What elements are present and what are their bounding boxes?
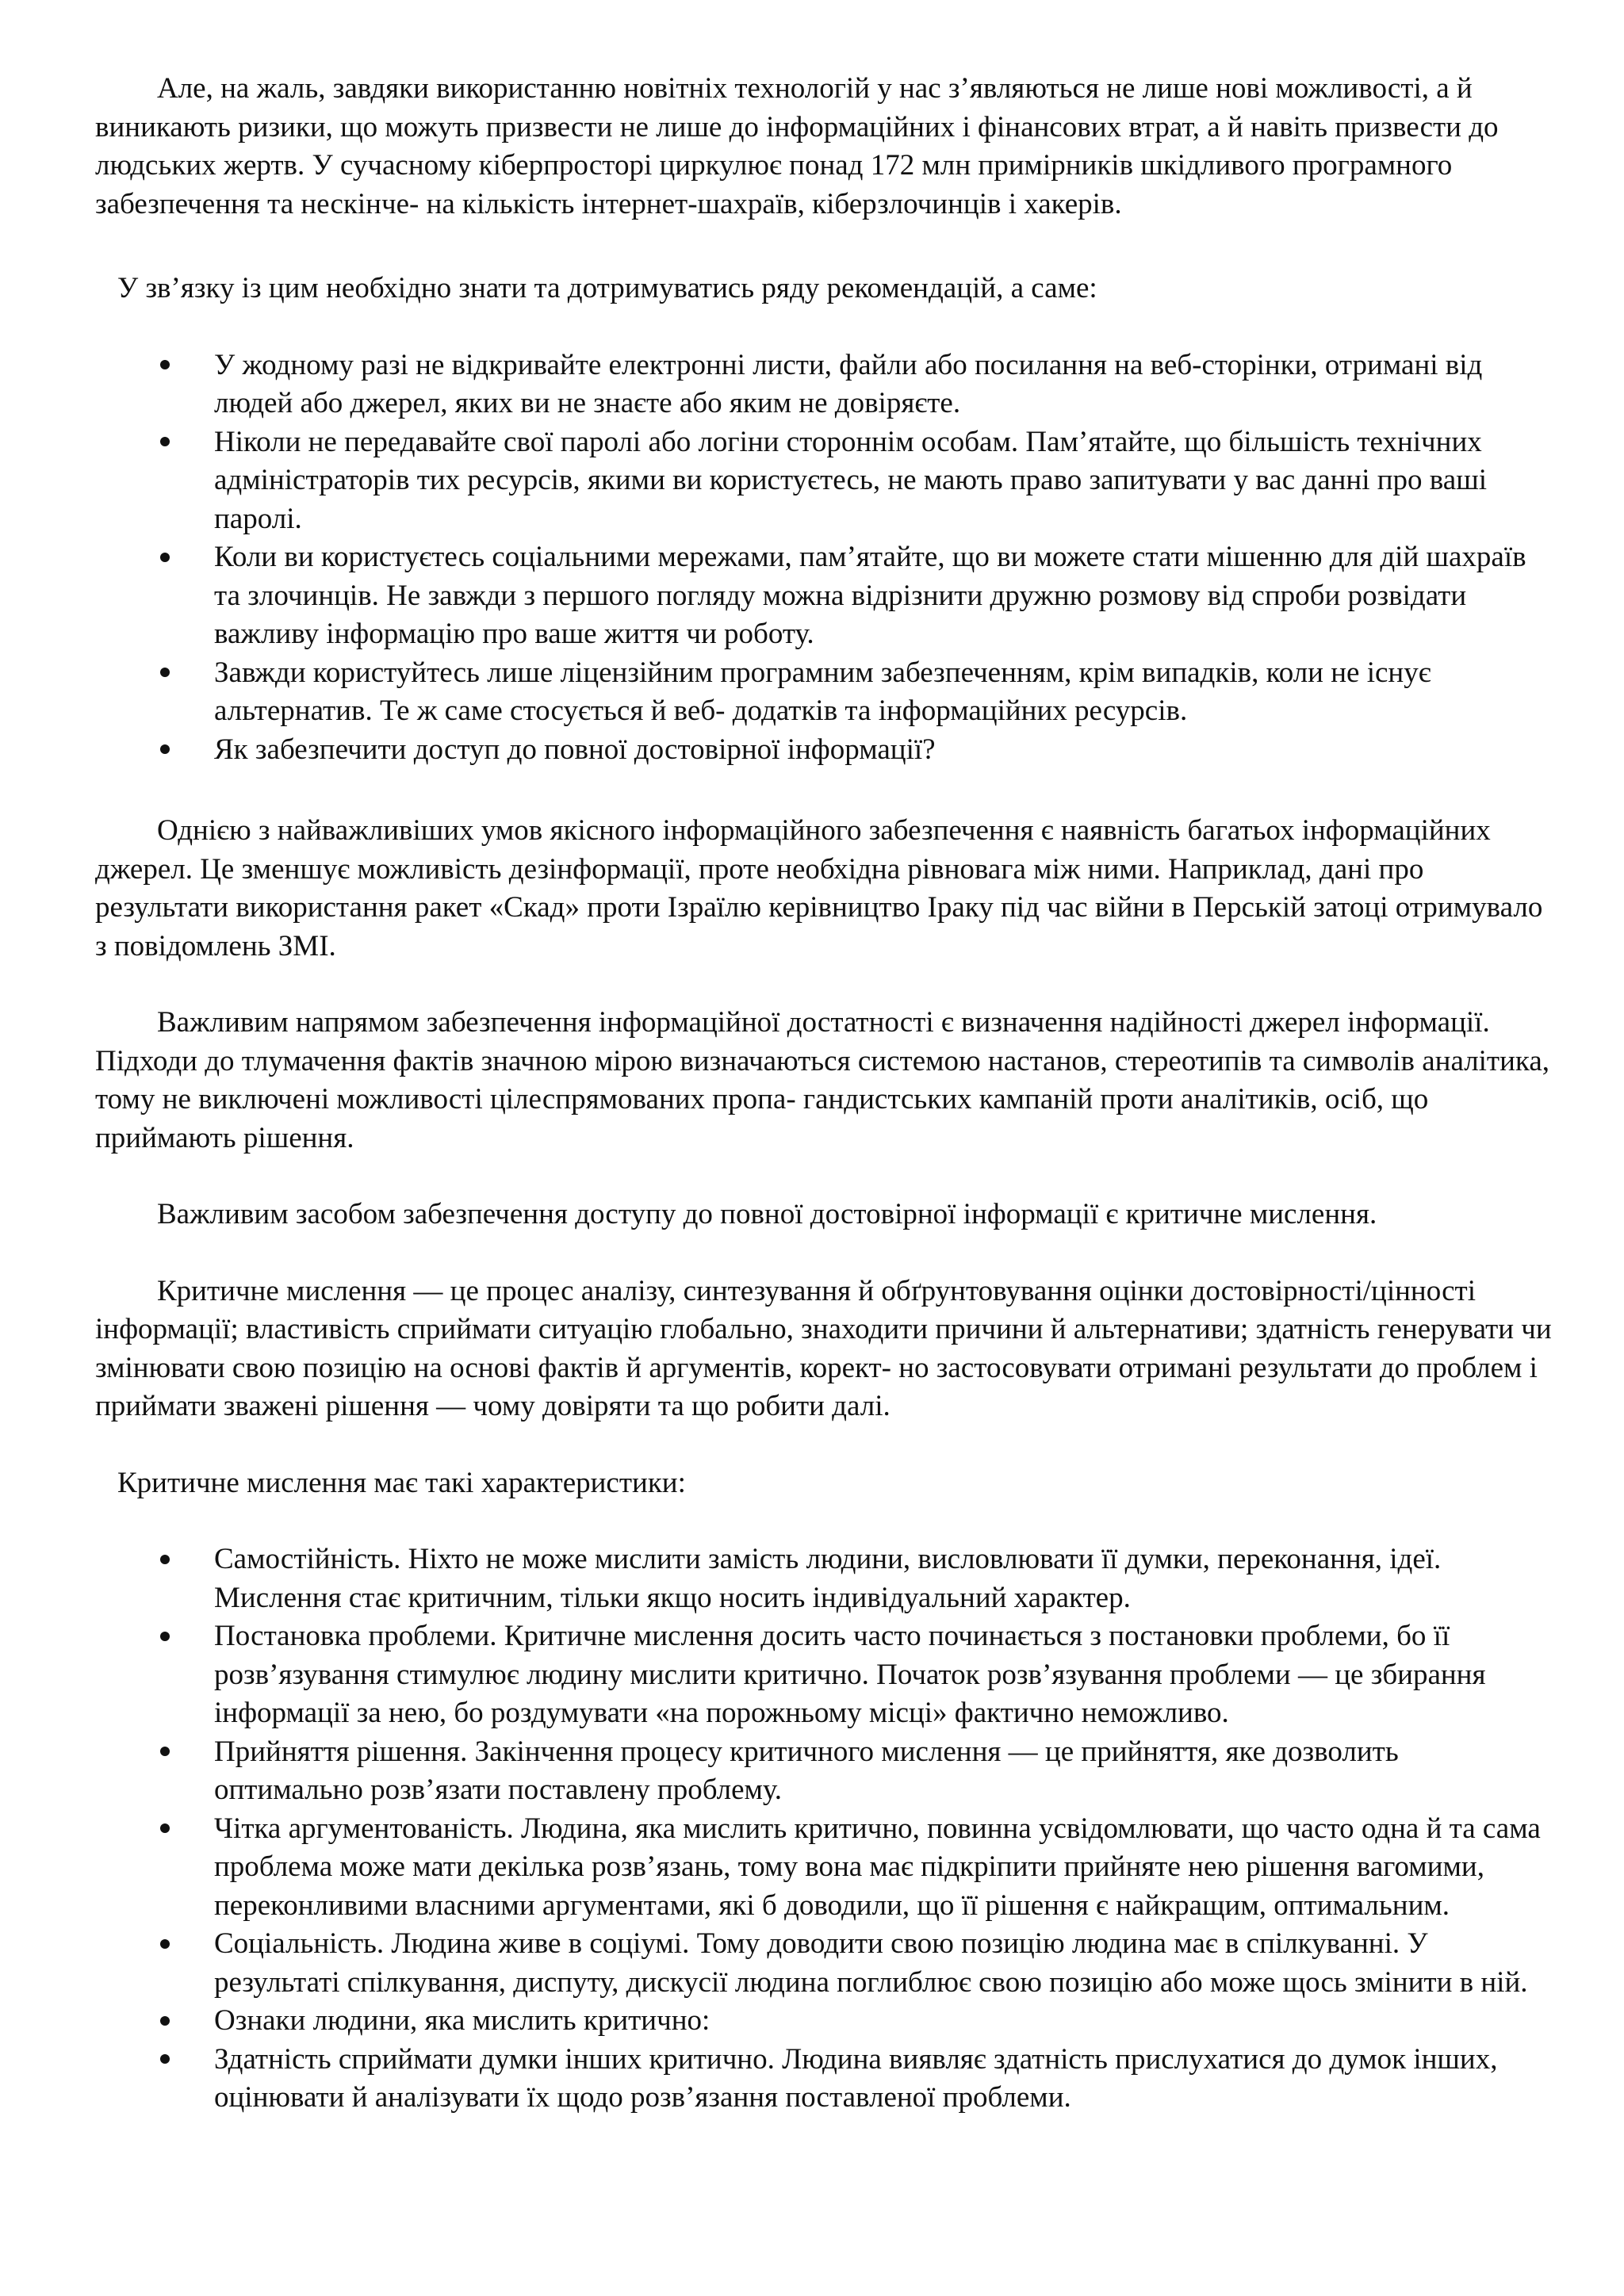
paragraph-recommendations-intro: У зв’язку із цим необхідно знати та дотримуватись ряду рекомендацій, а саме: bbox=[117, 272, 1097, 304]
list-item-text: Ніколи не передавайте свої паролі або логіни стороннім особам. Пам’ятайте, що більшість технічних адміністраторів тих ресурсів, якими ви користуєтесь, не мають право запитувати у вас данні про ваші паролі. bbox=[214, 425, 1487, 535]
list-item-text: Ознаки людини, яка мислить критично: bbox=[214, 2004, 710, 2037]
list-item bbox=[95, 538, 1554, 654]
list-item-text: Прийняття рішення. Закінчення процесу критичного мислення — це прийняття, яке дозволить оптимально розв’язати поставлену проблему. bbox=[214, 1735, 1399, 1806]
list-item bbox=[95, 654, 1554, 731]
paragraph-critical-thinking-means: Важливим засобом забезпечення доступу до повної достовірної інформації є критичне мислення. bbox=[157, 1198, 1377, 1230]
paragraph-information-sources: Однією з найважливіших умов якісного інформаційного забезпечення є наявність багатьох інформаційних джерел. Це зменшує можливість дезінформації, проте необхідна рівновага між ними. Наприклад, дані про результати використання ракет «Скад» проти Ізраїлю керівництво Іраку під час війни в Перській затоці отримувало з повідомлень ЗМІ. bbox=[95, 814, 1543, 962]
bullet-icon bbox=[160, 1617, 192, 1656]
paragraph-risks: Але, на жаль, завдяки використанню новітніх технологій у нас з’являються не лише нові можливості, а й виникають ризики, що можуть призвести не лише до інформаційних і фінансових втрат, а й навіть призвести до людських жертв. У сучасному кіберпросторі циркулює понад 172 млн примірників шкідливого програмного забезпечення та нескінче- на кількість інтернет-шахраїв, кіберзлочинців і хакерів. bbox=[95, 72, 1499, 220]
recommendations-list bbox=[95, 346, 1554, 770]
list-item bbox=[95, 731, 1554, 770]
list-item-text: Як забезпечити доступ до повної достовірної інформації? bbox=[214, 733, 936, 766]
characteristics-list bbox=[95, 1540, 1554, 2118]
bullet-icon bbox=[160, 1540, 192, 1579]
paragraph-critical-thinking-definition: Критичне мислення — це процес аналізу, синтезування й обґрунтовування оцінки достовірності/цінності інформації; властивість сприймати ситуацію глобально, знаходити причини й альтернативи; здатність генерувати чи змінювати свою позицію на основі фактів й аргументів, корект- но застосовувати отримані результати до проблем і приймати зважені рішення — чому довіряти та що робити далі. bbox=[95, 1274, 1552, 1422]
list-item-text: У жодному разі не відкривайте електронні листи, файли або посилання на веб-сторінки, отримані від людей або джерел, яких ви не знаєте або яким не довіряєте. bbox=[214, 348, 1483, 419]
bullet-icon bbox=[160, 2002, 192, 2041]
bullet-icon bbox=[160, 731, 192, 770]
list-item-text: Самостійність. Ніхто не може мислити замість людини, висловлювати її думки, переконання, ідеї. Мислення стає критичним, тільки якщо носить індивідуальний характер. bbox=[214, 1543, 1442, 1614]
list-item bbox=[95, 1617, 1554, 1733]
bullet-icon bbox=[160, 2041, 192, 2080]
list-item bbox=[95, 2041, 1554, 2118]
document-page bbox=[95, 70, 1554, 2118]
list-item-text: Здатність сприймати думки інших критично. Людина виявляє здатність прислухатися до думок інших, оцінювати й аналізувати їх щодо розв’язання поставленої проблеми. bbox=[214, 2042, 1498, 2114]
paragraph-characteristics-intro: Критичне мислення має такі характеристики: bbox=[117, 1466, 686, 1499]
list-item bbox=[95, 1925, 1554, 2002]
list-item bbox=[95, 423, 1554, 539]
list-item bbox=[95, 346, 1554, 423]
bullet-icon bbox=[160, 654, 192, 693]
list-item-text: Чітка аргументованість. Людина, яка мислить критично, повинна усвідомлювати, що часто одна й та сама проблема може мати декілька розв’язань, тому вона має підкріпити прийняте нею рішення вагомими, переконливими власними аргументами, які б доводили, що її рішення є найкращим, оптимальним. bbox=[214, 1812, 1541, 1922]
list-item-text: Постановка проблеми. Критичне мислення досить часто починається з постановки проблеми, бо її розв’язування стимулює людину мислити критично. Початок розв’язування проблеми — це збирання інформації за нею, бо роздумувати «на порожньому місці» фактично неможливо. bbox=[214, 1620, 1486, 1729]
bullet-icon bbox=[160, 346, 192, 385]
list-item-text: Соціальність. Людина живе в соціумі. Тому доводити свою позицію людина має в спілкуванні. У результаті спілкування, диспуту, дискусії людина поглиблює свою позицію або може щось змінити в ній. bbox=[214, 1927, 1528, 1999]
list-item bbox=[95, 2002, 1554, 2041]
list-item bbox=[95, 1810, 1554, 1926]
bullet-icon bbox=[160, 1733, 192, 1772]
bullet-icon bbox=[160, 1810, 192, 1849]
paragraph-source-reliability: Важливим напрямом забезпечення інформаційної достатності є визначення надійності джерел інформації. Підходи до тлумачення фактів значною мірою визначаються системою настанов, стереотипів та символів аналітика, тому не виключені можливості цілеспрямованих пропа- гандистських кампаній проти аналітиків, осіб, що приймають рішення. bbox=[95, 1006, 1549, 1154]
bullet-icon bbox=[160, 423, 192, 462]
list-item bbox=[95, 1540, 1554, 1617]
list-item bbox=[95, 1733, 1554, 1810]
list-item-text: Коли ви користуєтесь соціальними мережами, пам’ятайте, що ви можете стати мішенню для дій шахраїв та злочинців. Не завжди з першого погляду можна відрізнити дружню розмову від спроби розвідати важливу інформацію про ваше життя чи роботу. bbox=[214, 541, 1526, 650]
list-item-text: Завжди користуйтесь лише ліцензійним програмним забезпеченням, крім випадків, коли не існує альтернатив. Те ж саме стосується й веб- додатків та інформаційних ресурсів. bbox=[214, 656, 1431, 727]
bullet-icon bbox=[160, 538, 192, 577]
bullet-icon bbox=[160, 1925, 192, 1964]
